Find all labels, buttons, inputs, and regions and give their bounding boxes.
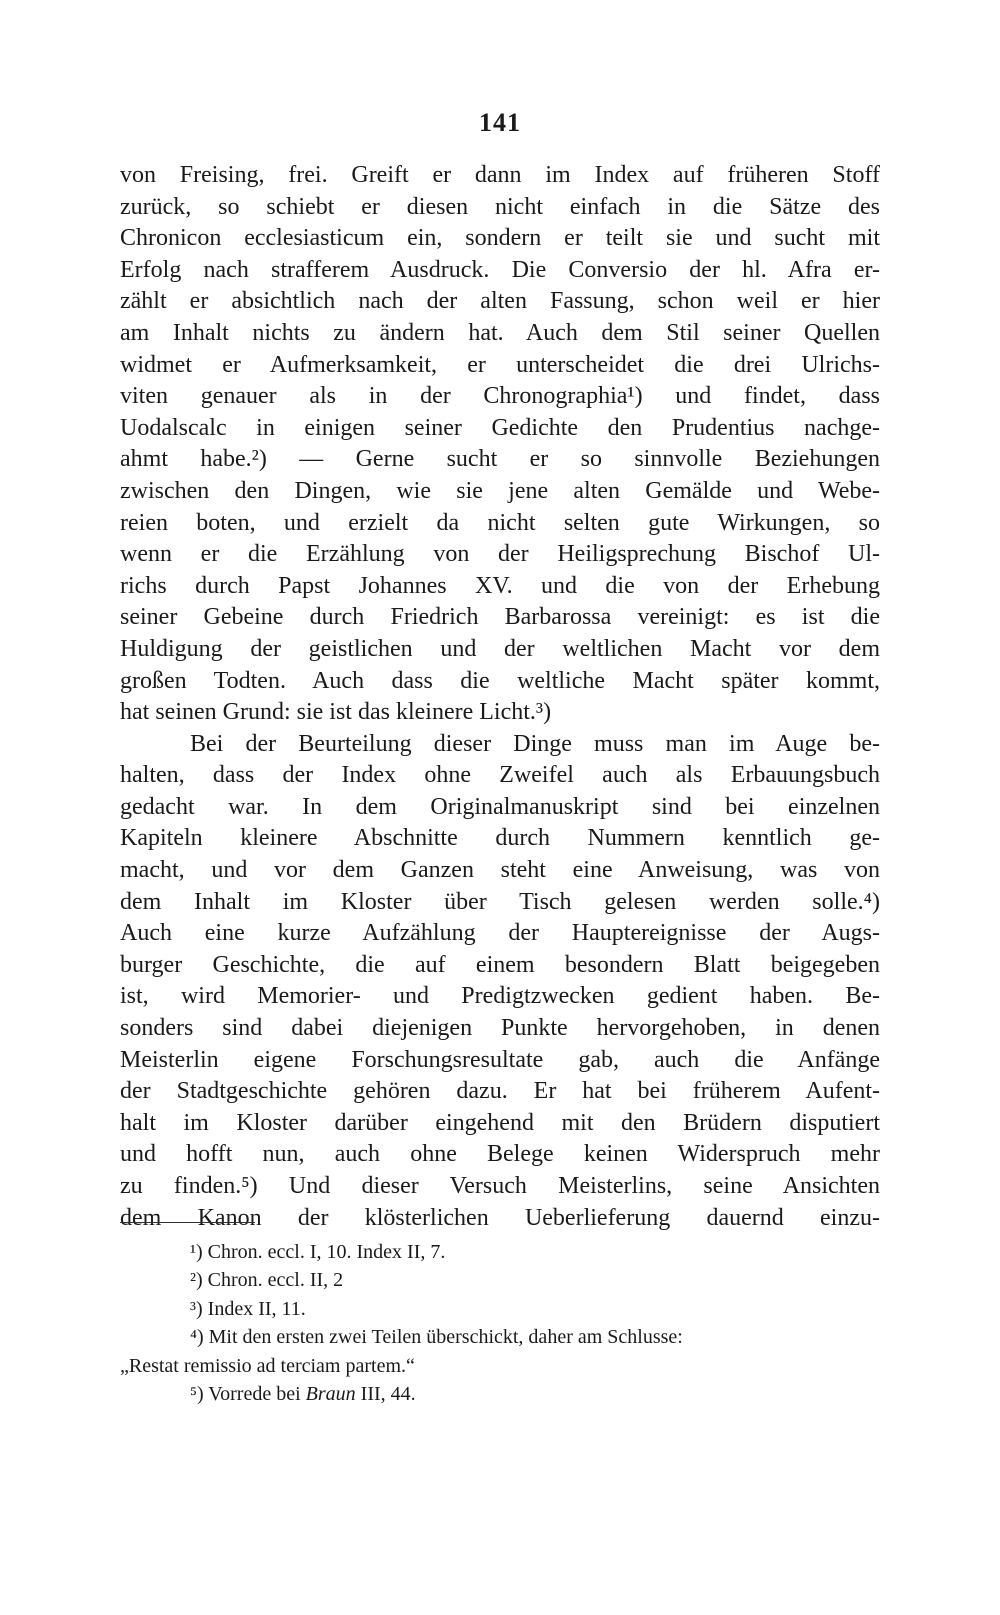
footnote	[120, 1380, 880, 1408]
text-line: von Freising, frei. Greift er dann im Index auf früheren Stoff	[120, 162, 880, 188]
text-line: dem Kanon der klösterlichen Ueberlieferung dauernd einzu-	[120, 1204, 880, 1231]
text-line: Chronicon ecclesiasticum ein, sondern er teilt sie und sucht mit	[120, 225, 880, 252]
footnote-text: Mit den ersten zwei Teilen überschickt, daher am Schlusse:	[208, 1326, 683, 1349]
text-line: gedacht war. In dem Originalmanuskript sind bei einzelnen	[120, 793, 880, 820]
text-line: seiner Gebeine durch Friedrich Barbarossa vereinigt: es ist die	[120, 604, 880, 631]
text-line: zu finden.⁵) Und dieser Versuch Meisterlins, seine Ansichten	[120, 1173, 880, 1199]
footnotes	[120, 1238, 880, 1408]
text-line: halten, dass der Index ohne Zweifel auch als Erbauungsbuch	[120, 762, 880, 789]
body-text	[120, 160, 880, 1234]
footnote-text: Index II, 11.	[207, 1297, 306, 1320]
text-line: hat seinen Grund: sie ist das kleinere Licht.³)	[120, 699, 552, 726]
text-line: Uodalscalc in einigen seiner Gedichte den Prudentius nachge-	[120, 414, 880, 441]
text-line: sonders sind dabei diejenigen Punkte hervorgehoben, in denen	[120, 1015, 880, 1042]
text-line: Kapiteln kleinere Abschnitte durch Nummern kenntlich ge-	[120, 825, 880, 852]
text-line: macht, und vor dem Ganzen steht eine Anweisung, was von	[120, 857, 880, 884]
text-line: der Stadtgeschichte gehören dazu. Er hat bei früherem Aufent-	[120, 1078, 880, 1105]
text-line: zwischen den Dingen, wie sie jene alten Gemälde und Webe-	[120, 477, 880, 504]
footnote	[120, 1352, 880, 1380]
text-line: burger Geschichte, die auf einem besondern Blatt beigegeben	[120, 951, 880, 978]
text-line: wenn er die Erzählung von der Heiligsprechung Bischof Ul-	[120, 541, 880, 568]
footnote-marker: ¹)	[190, 1241, 203, 1263]
footnote-marker: ³)	[190, 1297, 203, 1320]
footnote-marker: ²)	[190, 1269, 203, 1292]
text-line: Huldigung der geistlichen und der weltlichen Macht vor dem	[120, 635, 880, 662]
text-line: am Inhalt nichts zu ändern hat. Auch dem Stil seiner Quellen	[120, 319, 880, 346]
text-line: zurück, so schiebt er diesen nicht einfach in die Sätze des	[120, 193, 880, 220]
page-number: 141	[479, 108, 521, 137]
footnote	[120, 1295, 880, 1323]
text-line: und hofft nun, auch ohne Belege keinen Widerspruch mehr	[120, 1141, 880, 1168]
footnote-separator	[120, 1222, 255, 1223]
text-line: großen Todten. Auch dass die weltliche Macht später kommt,	[120, 667, 880, 694]
footnote-text: „Restat remissio ad terciam partem.“	[120, 1354, 415, 1377]
text-line: halt im Kloster darüber eingehend mit den Brüdern disputiert	[120, 1109, 880, 1136]
footnote	[120, 1238, 880, 1266]
footnote-italic: Braun	[305, 1382, 356, 1405]
text-line: Erfolg nach strafferem Ausdruck. Die Conversio der hl. Afra er-	[120, 256, 880, 283]
footnote-text: Vorrede bei	[208, 1382, 306, 1405]
footnote-text-after: III, 44.	[355, 1382, 416, 1405]
footnote-text: Chron. eccl. I, 10. Index II, 7.	[207, 1241, 446, 1263]
text-line: Bei der Beurteilung dieser Dinge muss man im Auge be-	[190, 730, 880, 757]
footnote-marker: ⁵)	[190, 1382, 204, 1405]
text-line: richs durch Papst Johannes XV. und die von der Erhebung	[120, 572, 880, 599]
footnote	[120, 1266, 880, 1294]
text-line: viten genauer als in der Chronographia¹) und findet, dass	[120, 383, 880, 410]
text-line: dem Inhalt im Kloster über Tisch gelesen werden solle.⁴)	[120, 888, 880, 915]
text-line: ahmt habe.²) — Gerne sucht er so sinnvolle Beziehungen	[120, 446, 880, 473]
footnote-marker: ⁴)	[190, 1326, 204, 1349]
text-line: widmet er Aufmerksamkeit, er unterscheidet die drei Ulrichs-	[120, 351, 880, 378]
text-line: Meisterlin eigene Forschungsresultate gab, auch die Anfänge	[120, 1046, 880, 1073]
footnote	[120, 1323, 880, 1351]
text-line: ist, wird Memorier- und Predigtzwecken gedient haben. Be-	[120, 983, 880, 1010]
text-line: zählt er absichtlich nach der alten Fassung, schon weil er hier	[120, 288, 880, 315]
text-line: reien boten, und erzielt da nicht selten gute Wirkungen, so	[120, 509, 880, 536]
footnote-text: Chron. eccl. II, 2	[207, 1269, 344, 1292]
text-line: Auch eine kurze Aufzählung der Hauptereignisse der Augs-	[120, 920, 880, 947]
